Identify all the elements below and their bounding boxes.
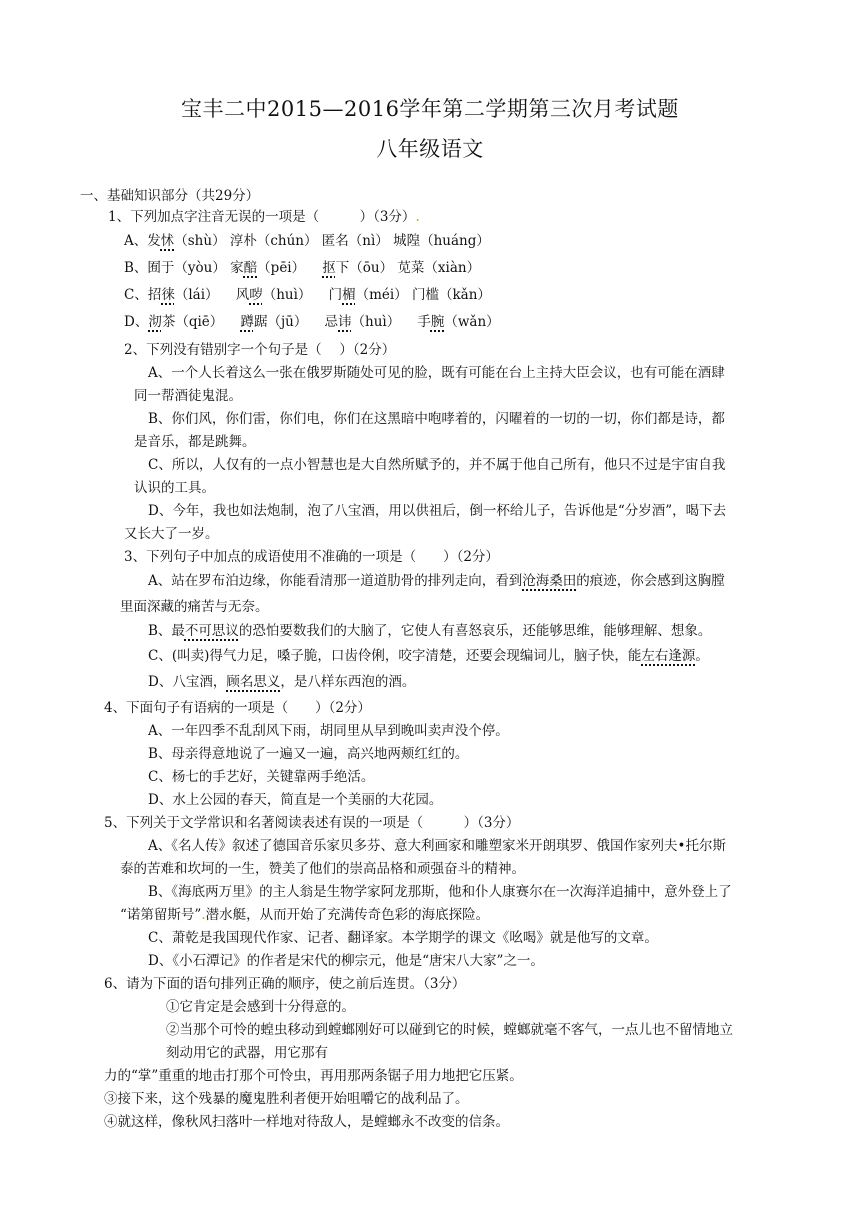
sentence-1: ①它肯定是会感到十分得意的。 [166,999,355,1015]
dotted-char: 楣 [342,287,356,303]
sentence-2-cont: 刻动用它的武器，用它那有 [166,1045,328,1061]
question-3-option-c: C、(叫卖)得气力足，嗓子脆，口齿伶俐，咬字清楚，还要会现编词儿，脑子快，能左右逢源。 [148,648,709,664]
sentence-2: ②当那个可怜的蝗虫移动到螳螂刚好可以碰到它的时候，螳螂就毫不客气，一点儿也不留情地立 [166,1022,733,1038]
exam-title: 宝丰二中2015—2016学年第二学期第三次月考试题 [181,97,679,121]
question-3-option-a-cont: 里面深藏的痛苦与无奈。 [120,599,269,615]
question-1-stem: 1、下列加点字注音无误的一项是（ ）（3分）. [108,209,420,225]
dotted-char: 醅 [243,260,258,276]
question-4-stem: 4、下面句子有语病的一项是（ ）（2分） [104,700,371,716]
dotted-char: 抠 [322,260,336,276]
question-2-stem: 2、下列没有错别字一个句子是（ ）（2分） [124,342,396,358]
question-3-option-a: A、站在罗布泊边缘，你能看清那一道道肋骨的排列走向，看到沧海桑田的痕迹，你会感到这胸膛 [148,573,725,589]
question-3-option-d: D、八宝酒，顾名思义，是八样东西泡的酒。 [148,674,416,690]
section-heading: 一、基础知识部分（共29分） [80,188,260,204]
question-2-option-d-cont: 又长大了一岁。 [124,526,219,542]
sentence-2-cont-2: 力的“掌”重重的地击打那个可怜虫，再用那两条锯子用力地把它压紧。 [104,1068,523,1084]
question-1-option-a: A、发怵（shù） 淳朴（chún） 匿名（nì） 城隍（huáng） [124,233,490,249]
question-2-option-a: A、一个人长着这么一张在俄罗斯随处可见的脸，既有可能在台上主持大臣会议，也有可能在酒肆 [148,365,725,381]
question-5-option-b: B、《海底两万里》的主人翁是生物学家阿龙那斯，他和仆人康赛尔在一次海洋追捕中，意外登上了 [148,884,732,900]
question-2-option-c: C、所以，人仅有的一点小智慧也是大自然所赋予的，并不属于他自己所有，他只不过是宇宙自我 [148,457,726,473]
question-5-option-d: D、《小石潭记》的作者是宋代的柳宗元，他是“唐宋八大家”之一。 [148,953,544,969]
dotted-char: 怵 [160,233,175,249]
dotted-idiom: 沧海桑田 [522,573,577,589]
exam-subtitle: 八年级语文 [376,137,484,161]
question-1-option-b: B、囿于（yòu） 家醅（pēi） 抠下（ōu） 苋菜（xiàn） [124,260,481,276]
question-4-option-d: D、水上公园的春天，简直是一个美丽的大花园。 [148,792,443,808]
sentence-4: ④就这样，像秋风扫落叶一样地对待敌人，是螳螂永不改变的信条。 [104,1114,509,1130]
question-5-option-a: A、《名人传》叙述了德国音乐家贝多芬、意大利画家和雕塑家米开朗琪罗、俄国作家列夫•托尔斯 [148,838,726,854]
question-2-option-d: D、今年，我也如法炮制，泡了八宝酒，用以供祖后，倒一杯给儿子，告诉他是“分岁酒”，喝下去 [148,503,727,519]
question-2-option-b-cont: 是音乐，都是跳舞。 [134,434,256,450]
dotted-char: 蹲 [240,314,254,330]
highlight-marker: . [415,209,420,225]
question-5-stem: 5、下列关于文学常识和名著阅读表述有误的一项是（ ）（3分） [104,815,520,831]
question-5-option-c: C、萧乾是我国现代作家、记者、翻译家。本学期学的课文《吆喝》就是他写的文章。 [148,930,658,946]
dotted-char: 沏 [148,314,162,330]
sentence-3: ③接下来，这个残暴的魔鬼胜利者便开始咀嚼它的战利品了。 [104,1091,469,1107]
dotted-char: 腕 [430,314,445,330]
question-3-option-b: B、最不可思议的恐怕要数我们的大脑了，它使人有喜怒哀乐，还能够思维，能够理解、想象。 [148,623,712,639]
question-3-stem: 3、下列句子中加点的成语使用不准确的一项是（ ）（2分） [124,549,499,565]
highlight-marker: . [201,907,206,923]
question-2-option-a-cont: 同一帮酒徒鬼混。 [134,388,242,404]
dotted-char: 徕 [161,287,175,303]
question-5-option-a-cont: 泰的苦难和坎坷的一生，赞美了他们的崇高品格和顽强奋斗的精神。 [120,861,525,877]
question-4-option-b: B、母亲得意地说了一遍又一遍，高兴地两颊红红的。 [148,746,469,762]
dotted-char: 讳 [338,314,352,330]
question-5-option-b-cont: “诺第留斯号”.潜水艇，从而开始了充满传奇色彩的海底探险。 [120,907,490,923]
dotted-char: 哕 [249,287,263,303]
dotted-idiom: 顾名思义 [226,674,281,690]
dotted-idiom: 左右逢源 [641,648,696,664]
question-4-option-a: A、一年四季不乱刮风下雨，胡同里从早到晚叫卖声没个停。 [148,723,509,739]
question-4-option-c: C、杨七的手艺好，关键靠两手绝活。 [148,769,375,785]
question-2-option-b: B、你们风，你们雷，你们电，你们在这黑暗中咆哮着的，闪曜着的一切的一切，你们都是诗，都 [148,411,725,427]
dotted-idiom: 不可思议 [184,623,239,639]
question-6-stem: 6、请为下面的语句排列正确的顺序，使之前后连贯。（3分） [104,976,466,992]
question-1-option-d: D、沏茶（qiē） 蹲踞（jū） 忌讳（huì） 手腕（wǎn） [124,314,500,330]
question-1-option-c: C、招徕（lái） 风哕（huì） 门楣（méi） 门槛（kǎn） [124,287,491,303]
question-2-option-c-cont: 认识的工具。 [134,480,215,496]
